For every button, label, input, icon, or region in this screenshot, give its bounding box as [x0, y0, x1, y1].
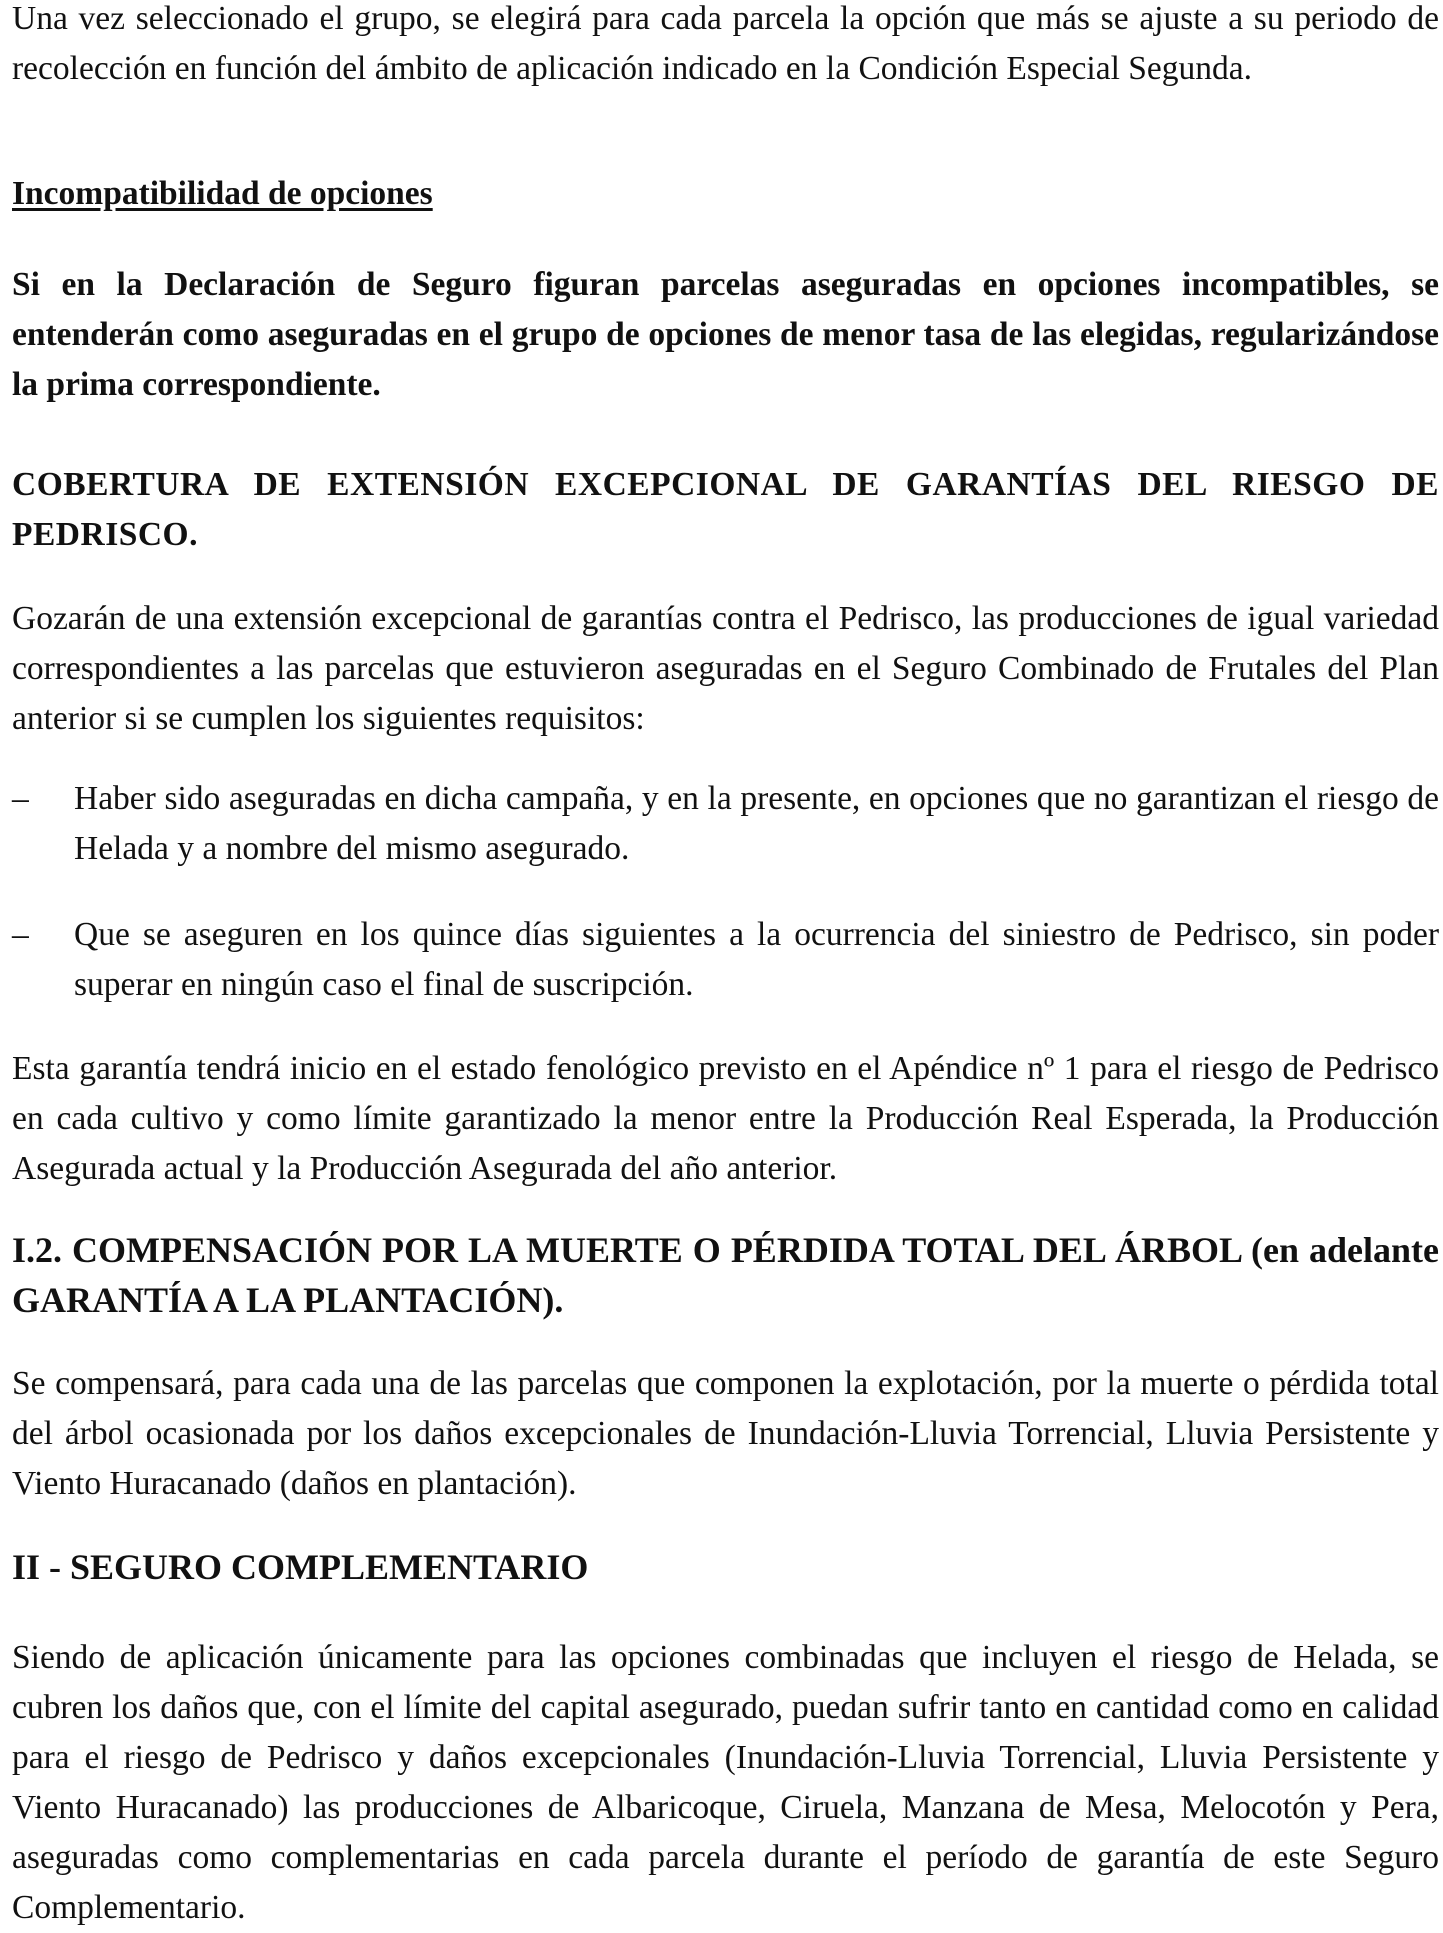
cobertura-heading: COBERTURA DE EXTENSIÓN EXCEPCIONAL DE GARANTÍAS DEL RIESGO DE PEDRISCO. [12, 466, 1439, 553]
garantia-paragraph: Esta garantía tendrá inicio en el estado fenológico previsto en el Apéndice nº 1 para el riesgo de Pedrisco en cada cultivo y como límite garantizado la menor entre la Producción Real Esperada, la Producción Asegurada actual y la Producción Asegurada del año anterior. [12, 1050, 1439, 1187]
intro-paragraph: Una vez seleccionado el grupo, se elegirá para cada parcela la opción que más se ajuste a su periodo de recolección en función del ámbito de aplicación indicado en la Condición Especial Segunda. [12, 0, 1439, 87]
requirement-text: Que se aseguren en los quince días siguientes a la ocurrencia del siniestro de Pedrisco, sin poder superar en ningún caso el final de suscripción. [74, 916, 1439, 1003]
section-i2-heading: I.2. COMPENSACIÓN POR LA MUERTE O PÉRDIDA TOTAL DEL ÁRBOL (en adelante GARANTÍA A LA PLANTACIÓN). [12, 1230, 1439, 1320]
cobertura-paragraph: Gozarán de una extensión excepcional de garantías contra el Pedrisco, las producciones de igual variedad correspondientes a las parcelas que estuvieron aseguradas en el Seguro Combinado de Frutales del Plan anterior si se cumplen los siguientes requisitos: [12, 600, 1439, 737]
incompatibilidad-heading-text: Incompatibilidad de opciones [12, 175, 433, 212]
bullet-dash: – [12, 916, 29, 953]
section-i2-paragraph: Se compensará, para cada una de las parcelas que componen la explotación, por la muerte o pérdida total del árbol ocasionada por los daños excepcionales de Inundación-Lluvia Torrencial, Lluvia Persistente y Viento Huracanado (daños en plantación). [12, 1365, 1439, 1502]
incompatibilidad-heading [12, 169, 1439, 219]
section-ii-heading: II - SEGURO COMPLEMENTARIO [12, 1547, 589, 1587]
incompatibilidad-paragraph: Si en la Declaración de Seguro figuran parcelas aseguradas en opciones incompatibles, se entenderán como aseguradas en el grupo de opciones de menor tasa de las elegidas, regularizándose la prima correspondiente. [12, 266, 1439, 403]
section-ii-paragraph: Siendo de aplicación únicamente para las opciones combinadas que incluyen el riesgo de Helada, se cubren los daños que, con el límite del capital asegurado, puedan sufrir tanto en cantidad como en calidad para el riesgo de Pedrisco y daños excepcionales (Inundación-Lluvia Torrencial, Lluvia Persistente y Viento Huracanado) las producciones de Albaricoque, Ciruela, Manzana de Mesa, Melocotón y Pera, aseguradas como complementarias en cada parcela durante el período de garantía de este Seguro Complementario. [12, 1639, 1439, 1926]
bullet-dash: – [12, 780, 29, 817]
requirement-text: Haber sido aseguradas en dicha campaña, y en la presente, en opciones que no garantizan el riesgo de Helada y a nombre del mismo asegurado. [74, 780, 1439, 867]
